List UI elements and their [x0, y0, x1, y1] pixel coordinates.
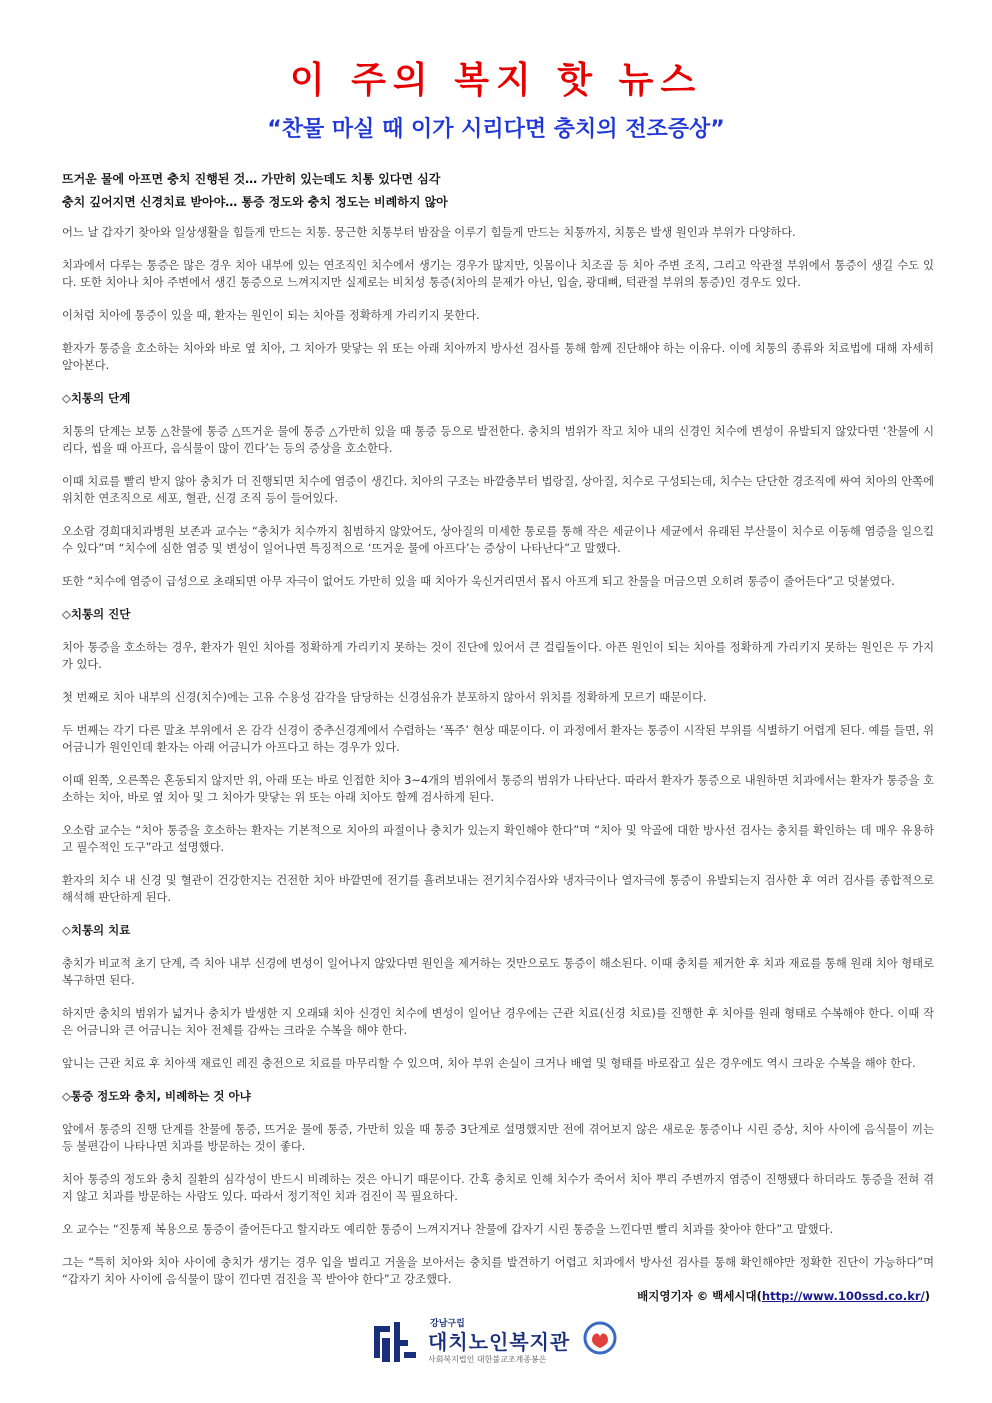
paragraph: 오소람 경희대치과병원 보존과 교수는 “충치가 치수까지 침범하지 않았어도, 상아질의 미세한 통로를 통해 작은 세균이나 세균에서 유래된 부산물이 치수로 이동해 염증을 일으킬 수 있다”며 “치수에 심한 염증 및 변성이 일어나면 특징적으로 ‘뜨거운 물에 아프다’는 증상이 나타난다”고 말했다.: [62, 525, 934, 555]
source-link[interactable]: http://www.100ssd.co.kr/: [761, 1289, 925, 1303]
section-heading: ◇치통의 치료: [62, 923, 131, 937]
paragraph: 이때 치료를 빨리 받지 않아 충치가 더 진행되면 치수에 염증이 생긴다. 치아의 구조는 바깥층부터 법랑질, 상아질, 치수로 구성되는데, 치수는 단단한 경조직에 싸여 치아의 안쪽에 위치한 연조직으로 세포, 혈관, 신경 조직 등이 들어있다.: [62, 475, 934, 505]
article-subtitle: “찬물 마실 때 이가 시리다면 충치의 전조증상”: [267, 117, 725, 142]
paragraph: 하지만 충치의 범위가 넓거나 충치가 발생한 지 오래돼 치아 신경인 치수에 변성이 일어난 경우에는 근관 치료(신경 치료)를 진행한 후 치아를 원래 형태로 수복해야 한다. 이때 작은 어금니와 큰 어금니는 치아 전체를 감싸는 크라운 수복을 해야 한다.: [62, 1007, 934, 1037]
section-heading: ◇통증 정도와 충치, 비례하는 것 아냐: [62, 1089, 251, 1103]
paragraph: 치아 통증의 정도와 충치 질환의 심각성이 반드시 비례하는 것은 아니기 때문이다. 간혹 충치로 인해 치수가 죽어서 치아 뿌리 주변까지 염증이 진행됐다 하더라도 통증을 전혀 겪지 않고 치과를 방문하는 사람도 있다. 따라서 정기적인 치과 검진이 꼭 필요하다.: [62, 1173, 934, 1203]
logo-subtitle: 사회복지법인 대한불교조계종봉은: [428, 1355, 547, 1364]
paragraph: 환자가 통증을 호소하는 치아와 바로 옆 치아, 그 치아가 맞닿는 위 또는 아래 치아까지 방사선 검사를 통해 함께 진단해야 하는 이유다. 이에 치통의 종류와 치료법에 대해 자세히 알아본다.: [62, 342, 934, 372]
organization-logo: [368, 1314, 620, 1368]
paragraph: 그는 “특히 치아와 치아 사이에 충치가 생기는 경우 입을 벌리고 거울을 보아서는 충치를 발견하기 어렵고 치과에서 방사선 검사를 통해 확인해야만 정확한 진단이 가능하다”며 “갑자기 치아 사이에 음식물이 많이 낀다면 검진을 꼭 받아야 한다”고 강조했다.: [62, 1256, 934, 1286]
paragraph: 앞에서 통증의 진행 단계를 찬물에 통증, 뜨거운 물에 통증, 가만히 있을 때 통증 3단계로 설명했지만 전에 겪어보지 않은 새로운 통증이나 시린 증상, 치아 사이에 음식물이 끼는 등 불편감이 나타나면 치과를 방문하는 것이 좋다.: [62, 1123, 934, 1153]
lead-line: 충치 깊어지면 신경치료 받아야… 통증 정도와 충치 정도는 비례하지 않아: [62, 195, 448, 209]
paragraph: 또한 “치수에 염증이 급성으로 초래되면 아무 자극이 없어도 가만히 있을 때 치아가 욱신거리면서 몹시 아프게 되고 찬물을 머금으면 오히려 통증이 줄어든다”고 덧붙였다.: [62, 575, 895, 588]
paragraph: 오소람 교수는 “치아 통증을 호소하는 환자는 기본적으로 치아의 파절이나 충치가 있는지 확인해야 한다”며 “치아 및 악골에 대한 방사선 검사는 충치를 확인하는 데 매우 유용하고 필수적인 도구”라고 설명했다.: [62, 824, 934, 854]
paragraph: 첫 번째로 치아 내부의 신경(치수)에는 고유 수용성 감각을 담당하는 신경섬유가 분포하지 않아서 위치를 정확하게 모르기 때문이다.: [62, 691, 707, 704]
paragraph: 오 교수는 “진통제 복용으로 통증이 줄어든다고 할지라도 예리한 통증이 느껴지거나 찬물에 갑자기 시린 통증을 느낀다면 빨리 치과를 찾아야 한다”고 말했다.: [62, 1223, 834, 1236]
paragraph: 어느 날 갑자기 찾아와 일상생활을 힘들게 만드는 치통. 뭉근한 치통부터 밤잠을 이루기 힘들게 만드는 치통까지, 치통은 발생 원인과 부위가 다양하다.: [62, 226, 796, 239]
byline-author: 배지영기자 © 백세시대(: [637, 1289, 762, 1303]
logo-mark-icon: [368, 1318, 420, 1366]
paragraph: 치아 통증을 호소하는 경우, 환자가 원인 치아를 정확하게 가리키지 못하는 것이 진단에 있어서 큰 걸림돌이다. 아픈 원인이 되는 치아를 정확하게 가리키지 못하는 원인은 두 가지가 있다.: [62, 641, 934, 671]
article-body: [62, 224, 934, 1304]
paragraph: 이때 왼쪽, 오른쪽은 혼동되지 않지만 위, 아래 또는 바로 인접한 치아 3~4개의 범위에서 통증의 범위가 나타난다. 따라서 환자가 통증으로 내원하면 치과에서는 환자가 통증을 호소하는 치아, 바로 옆 치아 및 그 치아가 맞닿는 위 또는 아래 치아도 함께 검사하게 된다.: [62, 774, 934, 804]
section-heading: ◇치통의 단계: [62, 391, 131, 405]
logo-district: 강남구립: [430, 1319, 465, 1329]
paragraph: 치통의 단계는 보통 △찬물에 통증 △뜨거운 물에 통증 △가만히 있을 때 통증 등으로 발전한다. 충치의 범위가 작고 치아 내의 신경인 치수에 변성이 유발되지 않았다면 ‘찬물에 시리다, 씹을 때 아프다, 음식물이 많이 낀다’는 등의 증상을 호소한다.: [62, 425, 934, 455]
logo-name: 대치노인복지관: [428, 1330, 571, 1354]
logo-emblem-icon: [582, 1320, 618, 1356]
paragraph: 앞니는 근관 치료 후 치아색 재료인 레진 충전으로 치료를 마무리할 수 있으며, 치아 부위 손실이 크거나 배열 및 형태를 바로잡고 싶은 경우에도 역시 크라운 수복을 해야 한다.: [62, 1057, 916, 1070]
byline-close: ): [924, 1289, 930, 1303]
paragraph: 치과에서 다루는 통증은 많은 경우 치아 내부에 있는 연조직인 치수에서 생기는 경우가 많지만, 잇몸이나 치조골 등 치아 주변 조직, 그리고 악관절 부위에서 통증이 생길 수도 있다. 또한 치아나 치아 주변에서 생긴 통증으로 느껴지지만 실제로는 비치성 통증(치아의 문제가 아닌, 입술, 광대뼈, 턱관절 부위의 통증)인 경우도 있다.: [62, 259, 934, 289]
page-title: 이 주의 복지 핫 뉴스: [289, 60, 703, 101]
paragraph: 이처럼 치아에 통증이 있을 때, 환자는 원인이 되는 치아를 정확하게 가리키지 못한다.: [62, 309, 480, 322]
lead-line: 뜨거운 물에 아프면 충치 진행된 것… 가만히 있는데도 치통 있다면 심각: [62, 172, 441, 186]
paragraph: 환자의 치수 내 신경 및 혈관이 건강한지는 건전한 치아 바깥면에 전기를 흘려보내는 전기치수검사와 냉자극이나 열자극에 통증이 유발되는지 검사한 후 여러 검사를 종합적으로 해석해 판단하게 된다.: [62, 874, 934, 904]
paragraph: 두 번째는 각기 다른 말초 부위에서 온 감각 신경이 중추신경계에서 수렴하는 ‘폭주’ 현상 때문이다. 이 과정에서 환자는 통증이 시작된 부위를 식별하기 어렵게 된다. 예를 들면, 위 어금니가 원인인데 환자는 아래 어금니가 아프다고 하는 경우가 있다.: [62, 724, 934, 754]
section-heading: ◇치통의 진단: [62, 607, 131, 621]
paragraph: 충치가 비교적 초기 단계, 즉 치아 내부 신경에 변성이 일어나지 않았다면 원인을 제거하는 것만으로도 통증이 해소된다. 이때 충치를 제거한 후 치과 재료를 통해 원래 치아 형태로 복구하면 된다.: [62, 957, 934, 987]
lead-summary: [62, 168, 932, 214]
byline: [637, 1288, 930, 1304]
